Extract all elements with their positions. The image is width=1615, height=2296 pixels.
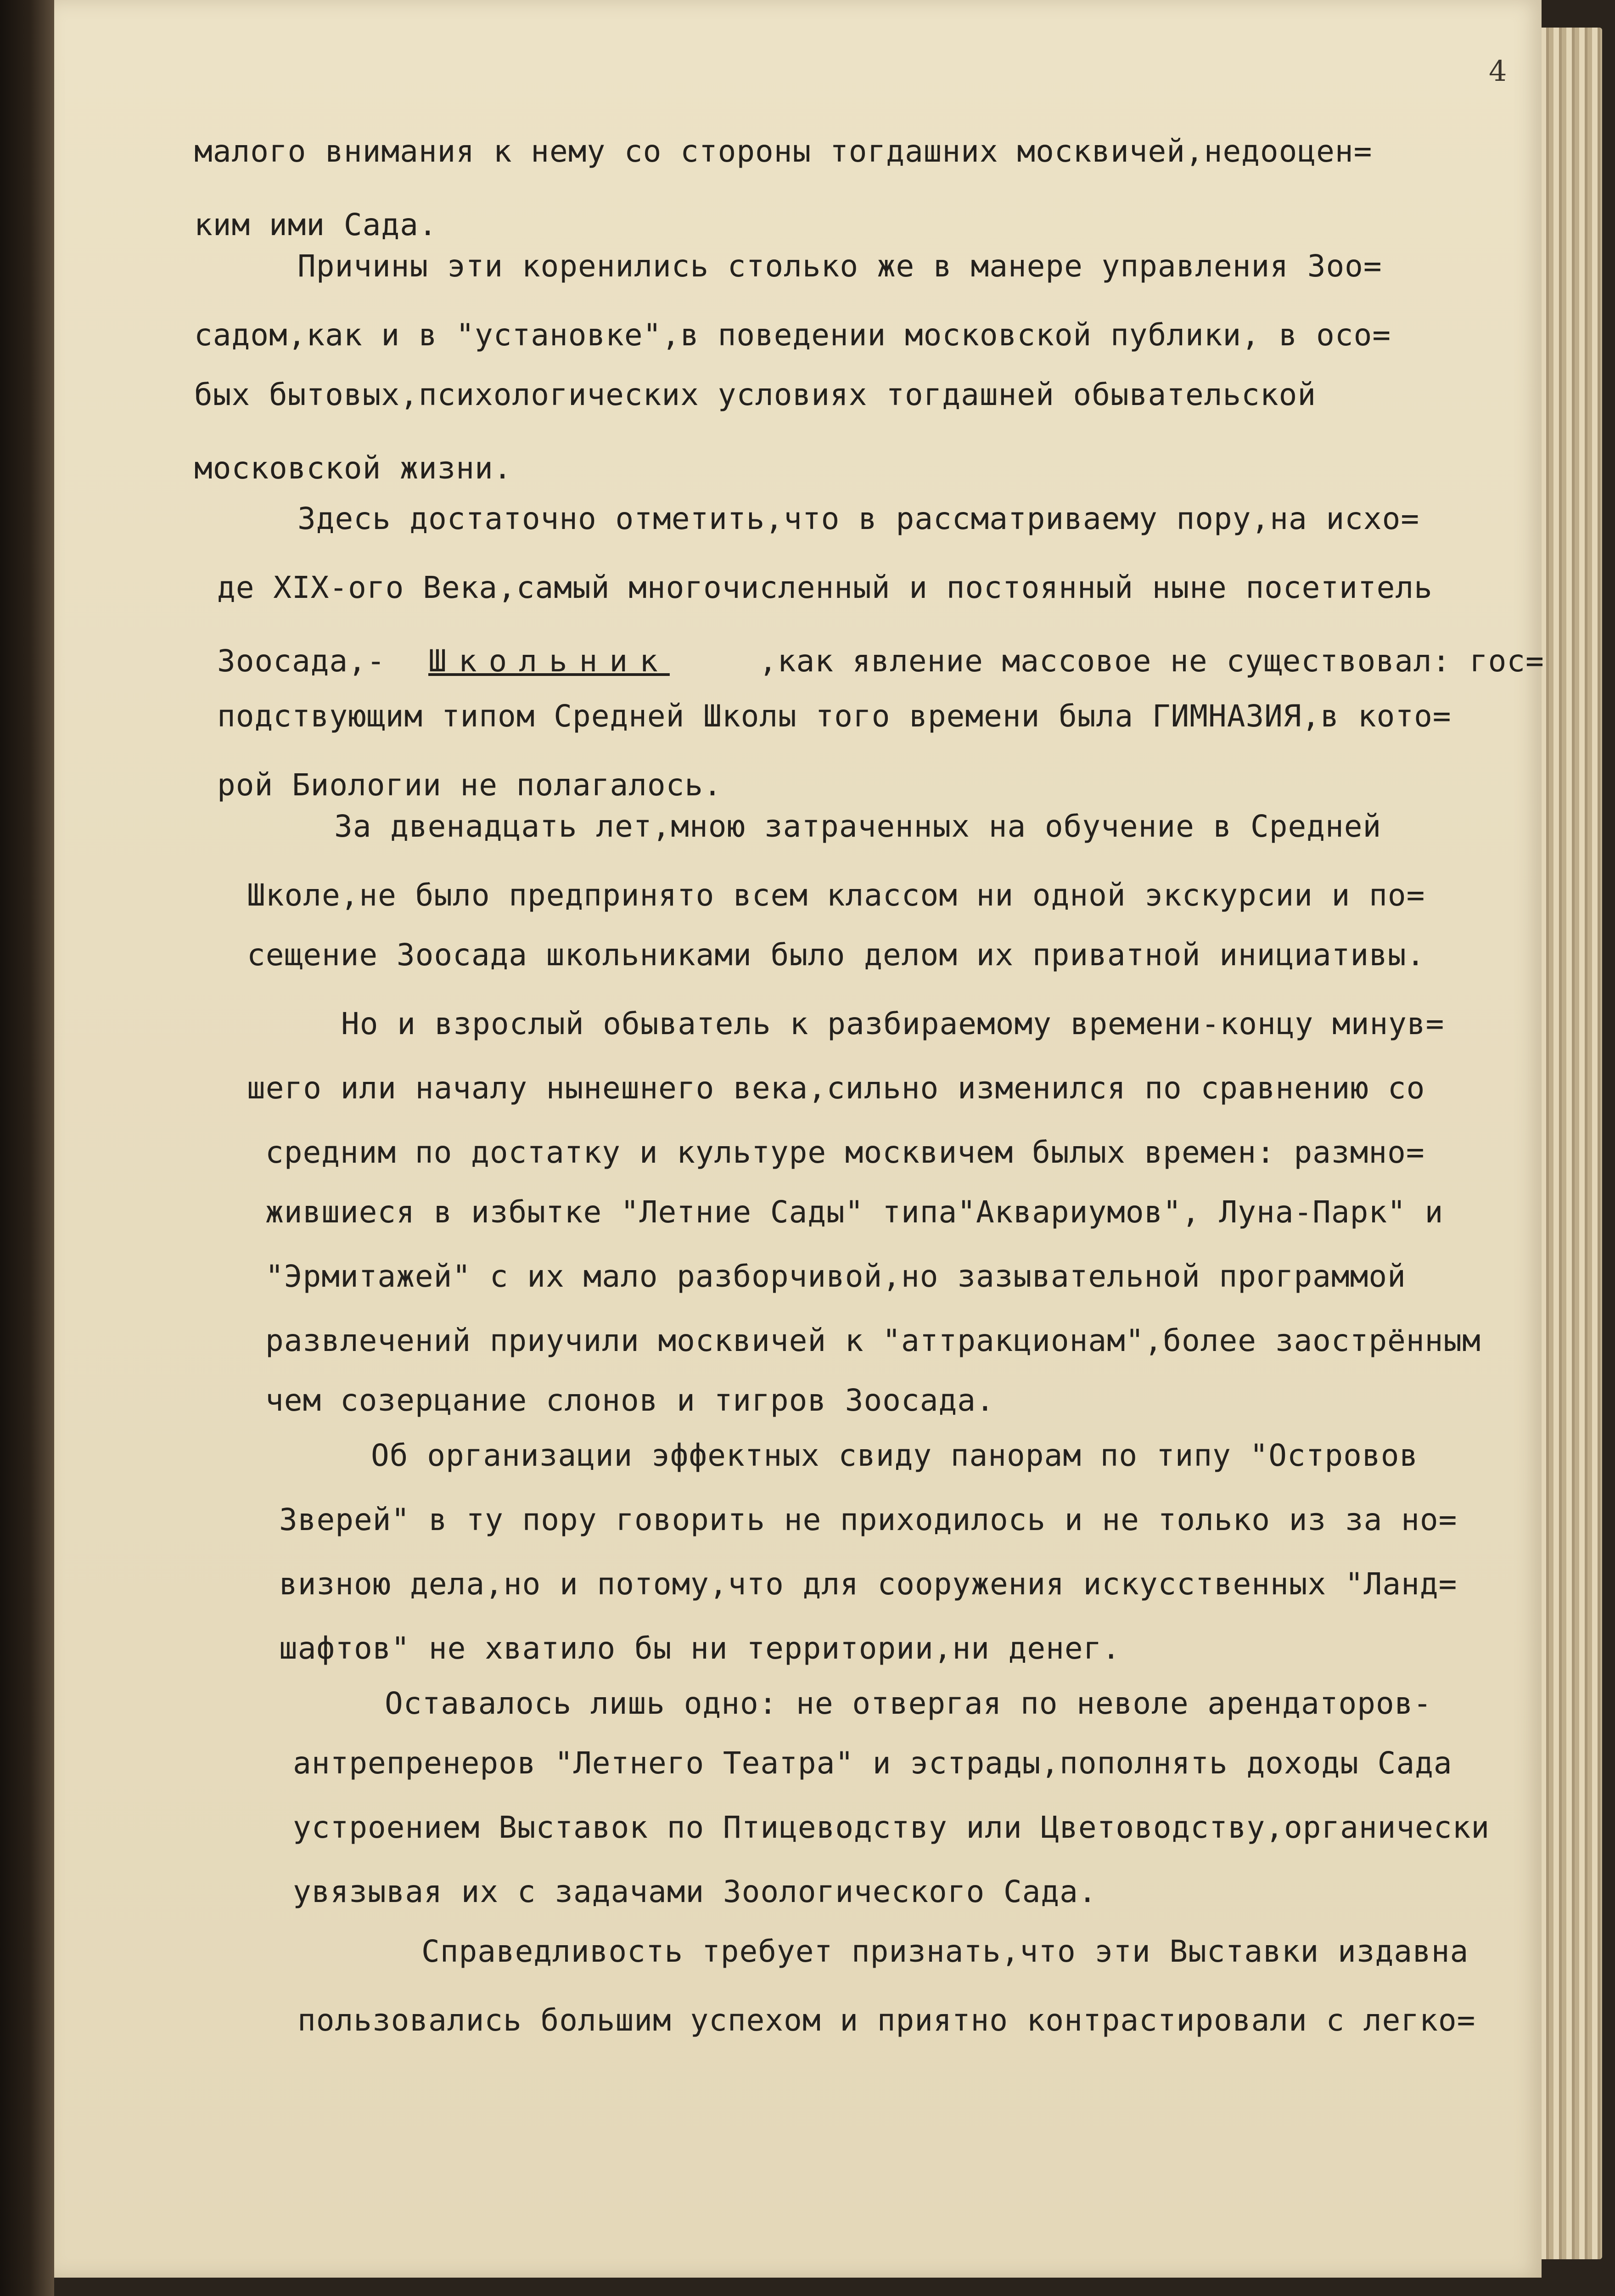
binding-edge — [0, 0, 54, 2296]
text-line: рой Биологии не полагалось. — [217, 767, 722, 803]
text-line: подствующим типом Средней Школы того времени была ГИМНАЗИЯ,в кото= — [217, 698, 1452, 734]
text-line: устроением Выставок по Птицеводству или Цветоводству,органически — [293, 1810, 1490, 1845]
text-line: Оставалось лишь одно: не отвергая по неволе арендаторов- — [385, 1686, 1432, 1721]
text-line: Справедливость требует признать,что эти Выставки издавна — [421, 1934, 1469, 1969]
typewritten-page — [54, 0, 1542, 2278]
text-line: сещение Зоосада школьниками было делом их приватной инициативы. — [247, 937, 1425, 973]
text-line: ,как явление массовое не существовал: гос= — [759, 643, 1544, 679]
text-line: шафтов" не хватило бы ни территории,ни денег. — [279, 1631, 1121, 1666]
text-line: Об организации эффектных свиду панорам по типу "Островов — [371, 1438, 1419, 1473]
text-line: бых бытовых,психологических условиях тогдашней обывательской — [194, 377, 1317, 412]
text-line: развлечений приучили москвичей к "аттракционам",более заострённым — [265, 1323, 1481, 1358]
text-line: увязывая их с задачами Зоологического Сада. — [293, 1874, 1097, 1909]
text-line: ким ими Сада. — [194, 207, 437, 242]
text-line: За двенадцать лет,мною затраченных на обучение в Средней — [334, 809, 1382, 844]
page-number: 4 — [1489, 54, 1507, 88]
text-line: Зверей" в ту пору говорить не приходилось и не только из за но= — [279, 1502, 1458, 1537]
text-line: жившиеся в избытке "Летние Сады" типа"Аквариумов", Луна-Парк" и — [265, 1194, 1444, 1230]
underlined-word: Школьник — [428, 643, 670, 679]
text-line: московской жизни. — [194, 450, 512, 486]
text-line: Здесь достаточно отметить,что в рассматриваему пору,на исхо= — [297, 501, 1420, 536]
text-line: шего или началу нынешнего века,сильно изменился по сравнению со — [247, 1070, 1425, 1106]
text-line: чем созерцание слонов и тигров Зоосада. — [265, 1383, 995, 1418]
text-line: Школе,не было предпринято всем классом ни одной экскурсии и по= — [247, 878, 1425, 913]
text-line: садом,как и в "установке",в поведении московской публики, в осо= — [194, 317, 1391, 353]
text-line: пользовались большим успехом и приятно контрастировали с легко= — [297, 2003, 1476, 2038]
page-body — [54, 0, 1542, 2278]
text-line: Зоосада,- — [217, 643, 386, 679]
text-line: визною дела,но и потому,что для сооружения искусственных "Ланд= — [279, 1566, 1458, 1602]
text-line: Причины эти коренились столько же в манере управления Зоо= — [297, 248, 1382, 284]
text-line: де XIX-ого Века,самый многочисленный и постоянный ныне посетитель — [217, 570, 1433, 605]
text-line: малого внимания к нему со стороны тогдашних москвичей,недооцен= — [194, 134, 1373, 169]
text-line: антрепренеров "Летнего Театра" и эстрады,пополнять доходы Сада — [293, 1745, 1452, 1781]
text-line: "Эрмитажей" с их мало разборчивой,но зазывательной программой — [265, 1259, 1406, 1294]
text-line: средним по достатку и культуре москвичем былых времен: размно= — [265, 1135, 1425, 1170]
text-line: Но и взрослый обыватель к разбираемому времени-концу минув= — [341, 1006, 1445, 1041]
